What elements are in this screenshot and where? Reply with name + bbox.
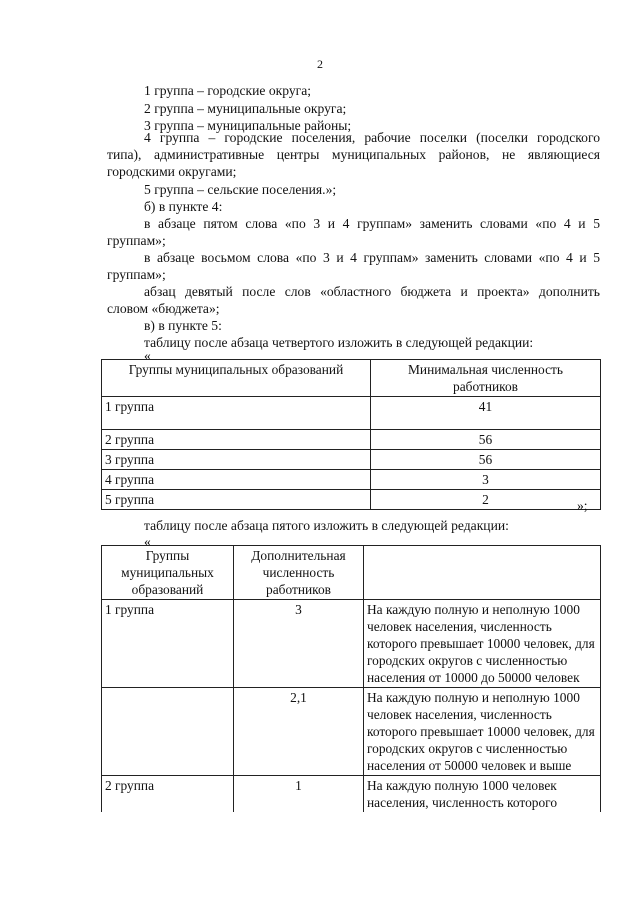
table-cell: 4 группа <box>102 470 371 490</box>
table-row <box>102 688 601 776</box>
table-cell: 3 <box>234 600 364 688</box>
text-line: группам»; <box>107 267 166 282</box>
table-header-cell: Минимальная численность работников <box>371 360 601 397</box>
table-cell <box>102 688 234 776</box>
table-cell: 2 <box>371 490 601 510</box>
text-line: 2 группа – муниципальные округа; <box>144 101 347 116</box>
table-cell: 1 группа <box>102 397 371 430</box>
text-line: 3 группа – муниципальные районы; <box>144 118 352 133</box>
open-quote: « <box>144 534 151 549</box>
text-line: 4 группа – городские поселения, рабочие поселки (поселки городского <box>144 130 600 145</box>
table-header-row <box>102 546 601 600</box>
table-row <box>102 430 601 450</box>
table-row <box>102 776 601 813</box>
table-cell: 1 <box>234 776 364 813</box>
table-header-cell: Группы муниципальных образований <box>102 360 371 397</box>
table-header-cell: Группы муниципальных образований <box>102 546 234 600</box>
text-line: таблицу после абзаца пятого изложить в следующей редакции: <box>144 518 509 533</box>
text-line: таблицу после абзаца четвертого изложить в следующей редакции: <box>144 335 534 350</box>
text-line: словом «бюджета»; <box>107 301 220 316</box>
table-cell: На каждую полную и неполную 1000 человек населения, численность которого превышает 10000 человек, для городских округов с численностью населения от 50000 человек и выше <box>364 688 601 776</box>
table-cell: На каждую полную и неполную 1000 человек населения, численность которого превышает 10000 человек, для городских округов с численностью населения от 10000 до 50000 человек <box>364 600 601 688</box>
table-additional-staff <box>101 545 601 812</box>
text-line: абзац девятый после слов «областного бюджета и проекта» дополнить <box>144 284 600 299</box>
close-quote: »; <box>577 498 588 513</box>
table-header-cell <box>364 546 601 600</box>
text-line: типа), административные центры муниципальных районов, не являющиеся <box>107 147 600 162</box>
table-row <box>102 397 601 430</box>
table-row <box>102 490 601 510</box>
table-row <box>102 470 601 490</box>
text-line: в абзаце пятом слова «по 3 и 4 группам» заменить словами «по 4 и 5 <box>144 216 600 231</box>
table-cell: 56 <box>371 450 601 470</box>
text-line: городскими округами; <box>107 164 237 179</box>
table-cell: 2,1 <box>234 688 364 776</box>
table-cell: 41 <box>371 397 601 430</box>
table-cell: На каждую полную 1000 человек населения, численность которого <box>364 776 601 813</box>
text-line: 1 группа – городские округа; <box>144 83 312 98</box>
table-header-row <box>102 360 601 397</box>
table-cell: 2 группа <box>102 430 371 450</box>
text-line: в абзаце восьмом слова «по 3 и 4 группам» заменить словами «по 4 и 5 <box>144 250 600 265</box>
text-line: группам»; <box>107 233 166 248</box>
table-row <box>102 600 601 688</box>
table-cell: 5 группа <box>102 490 371 510</box>
table-row <box>102 450 601 470</box>
table-cell: 1 группа <box>102 600 234 688</box>
open-quote: « <box>144 348 151 363</box>
text-line: 5 группа – сельские поселения.»; <box>144 182 337 197</box>
text-line: в) в пункте 5: <box>144 318 222 333</box>
page-number: 2 <box>317 57 323 71</box>
table-cell: 3 группа <box>102 450 371 470</box>
table-cell: 56 <box>371 430 601 450</box>
table-min-staff <box>101 359 601 510</box>
text-line: б) в пункте 4: <box>144 199 223 214</box>
table-cell: 2 группа <box>102 776 234 813</box>
table-header-cell: Дополнительная численность работников <box>234 546 364 600</box>
table-cell: 3 <box>371 470 601 490</box>
